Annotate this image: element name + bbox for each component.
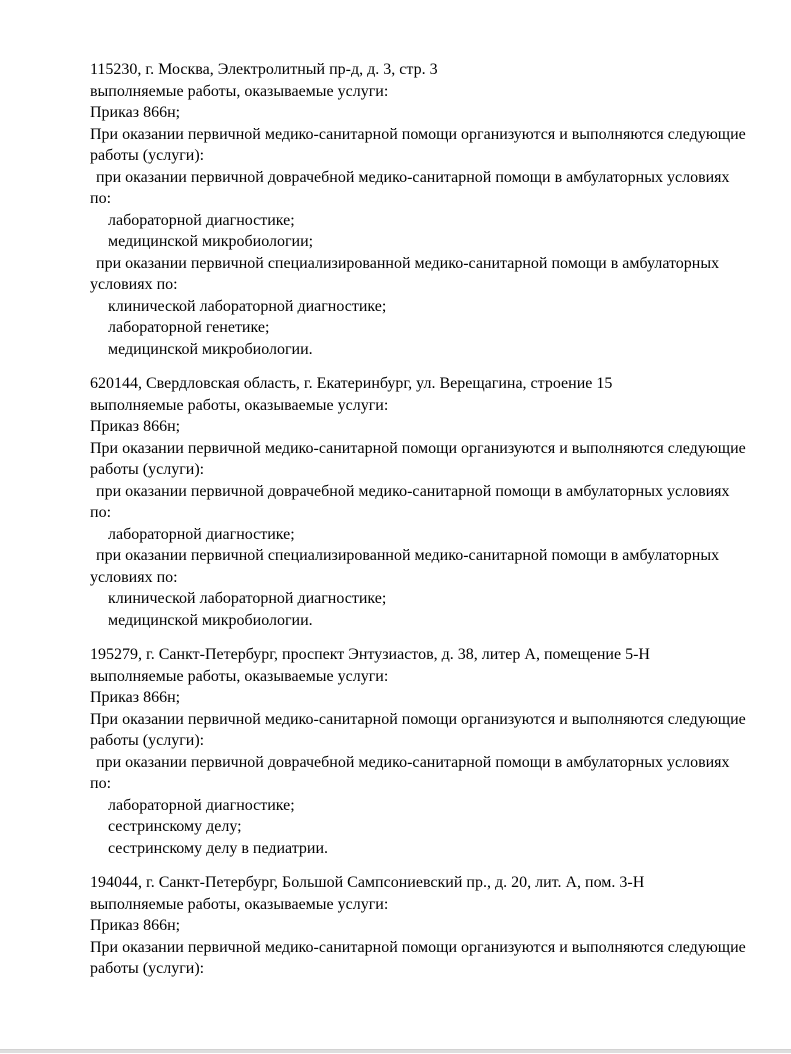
text-line: условиях по: [90, 276, 178, 293]
address-line: 620144, Свердловская область, г. Екатеринбург, ул. Верещагина, строение 15 [90, 375, 613, 392]
text-line: при оказании первичной доврачебной медико-санитарной помощи в амбулаторных условиях [96, 753, 730, 771]
text-line: Приказ 866н; [90, 418, 181, 435]
text-line: по: [90, 775, 112, 792]
text-line: работы (услуги): [90, 147, 205, 164]
address-block [90, 59, 780, 360]
address-line: 115230, г. Москва, Электролитный пр-д, д. 3, стр. 3 [90, 61, 438, 78]
text-line: сестринскому делу; [108, 818, 242, 835]
text-line: Приказ 866н; [90, 104, 181, 121]
text-line: Приказ 866н; [90, 689, 181, 706]
text-line: при оказании первичной специализированной медико-санитарной помощи в амбулаторных [96, 254, 720, 272]
text-line: медицинской микробиологии; [108, 233, 314, 250]
text-line: При оказании первичной медико-санитарной помощи организуются и выполняются следующие [90, 439, 746, 457]
text-line: Приказ 866н; [90, 917, 181, 934]
text-line: лабораторной диагностике; [108, 211, 295, 229]
text-line: медицинской микробиологии. [108, 340, 313, 358]
text-line: условиях по: [90, 568, 178, 586]
text-line: лабораторной диагностике; [108, 796, 295, 814]
text-line: клинической лабораторной диагностике; [108, 297, 387, 315]
text-line: при оказании первичной специализированной медико-санитарной помощи в амбулаторных [96, 547, 720, 564]
text-line: при оказании первичной доврачебной медико-санитарной помощи в амбулаторных условиях [96, 168, 730, 186]
address-block [90, 872, 780, 980]
license-document-body [90, 59, 780, 993]
text-line: выполняемые работы, оказываемые услуги: [90, 396, 389, 414]
text-line: При оказании первичной медико-санитарной помощи организуются и выполняются следующие [90, 938, 746, 956]
address-line: 195279, г. Санкт-Петербург, проспект Энтузиастов, д. 38, литер А, помещение 5-Н [90, 646, 650, 663]
text-line: клинической лабораторной диагностике; [108, 590, 387, 607]
address-line: 194044, г. Санкт-Петербург, Большой Сампсониевский пр., д. 20, лит. А, пом. 3-Н [90, 874, 645, 891]
bottom-divider [0, 1049, 791, 1053]
text-line: сестринскому делу в педиатрии. [108, 839, 329, 857]
text-line: работы (услуги): [90, 960, 205, 977]
text-line: При оказании первичной медико-санитарной помощи организуются и выполняются следующие [90, 125, 746, 143]
text-line: по: [90, 504, 112, 521]
address-block [90, 373, 780, 631]
text-line: При оказании первичной медико-санитарной помощи организуются и выполняются следующие [90, 710, 746, 728]
text-line: по: [90, 190, 112, 207]
text-line: при оказании первичной доврачебной медико-санитарной помощи в амбулаторных условиях [96, 482, 730, 500]
text-line: выполняемые работы, оказываемые услуги: [90, 667, 389, 685]
text-line: выполняемые работы, оказываемые услуги: [90, 895, 389, 913]
address-block [90, 644, 780, 859]
text-line: лабораторной генетике; [108, 319, 270, 336]
text-line: лабораторной диагностике; [108, 525, 295, 543]
text-line: медицинской микробиологии. [108, 611, 313, 629]
text-line: работы (услуги): [90, 461, 205, 478]
text-line: работы (услуги): [90, 732, 205, 749]
text-line: выполняемые работы, оказываемые услуги: [90, 82, 389, 100]
